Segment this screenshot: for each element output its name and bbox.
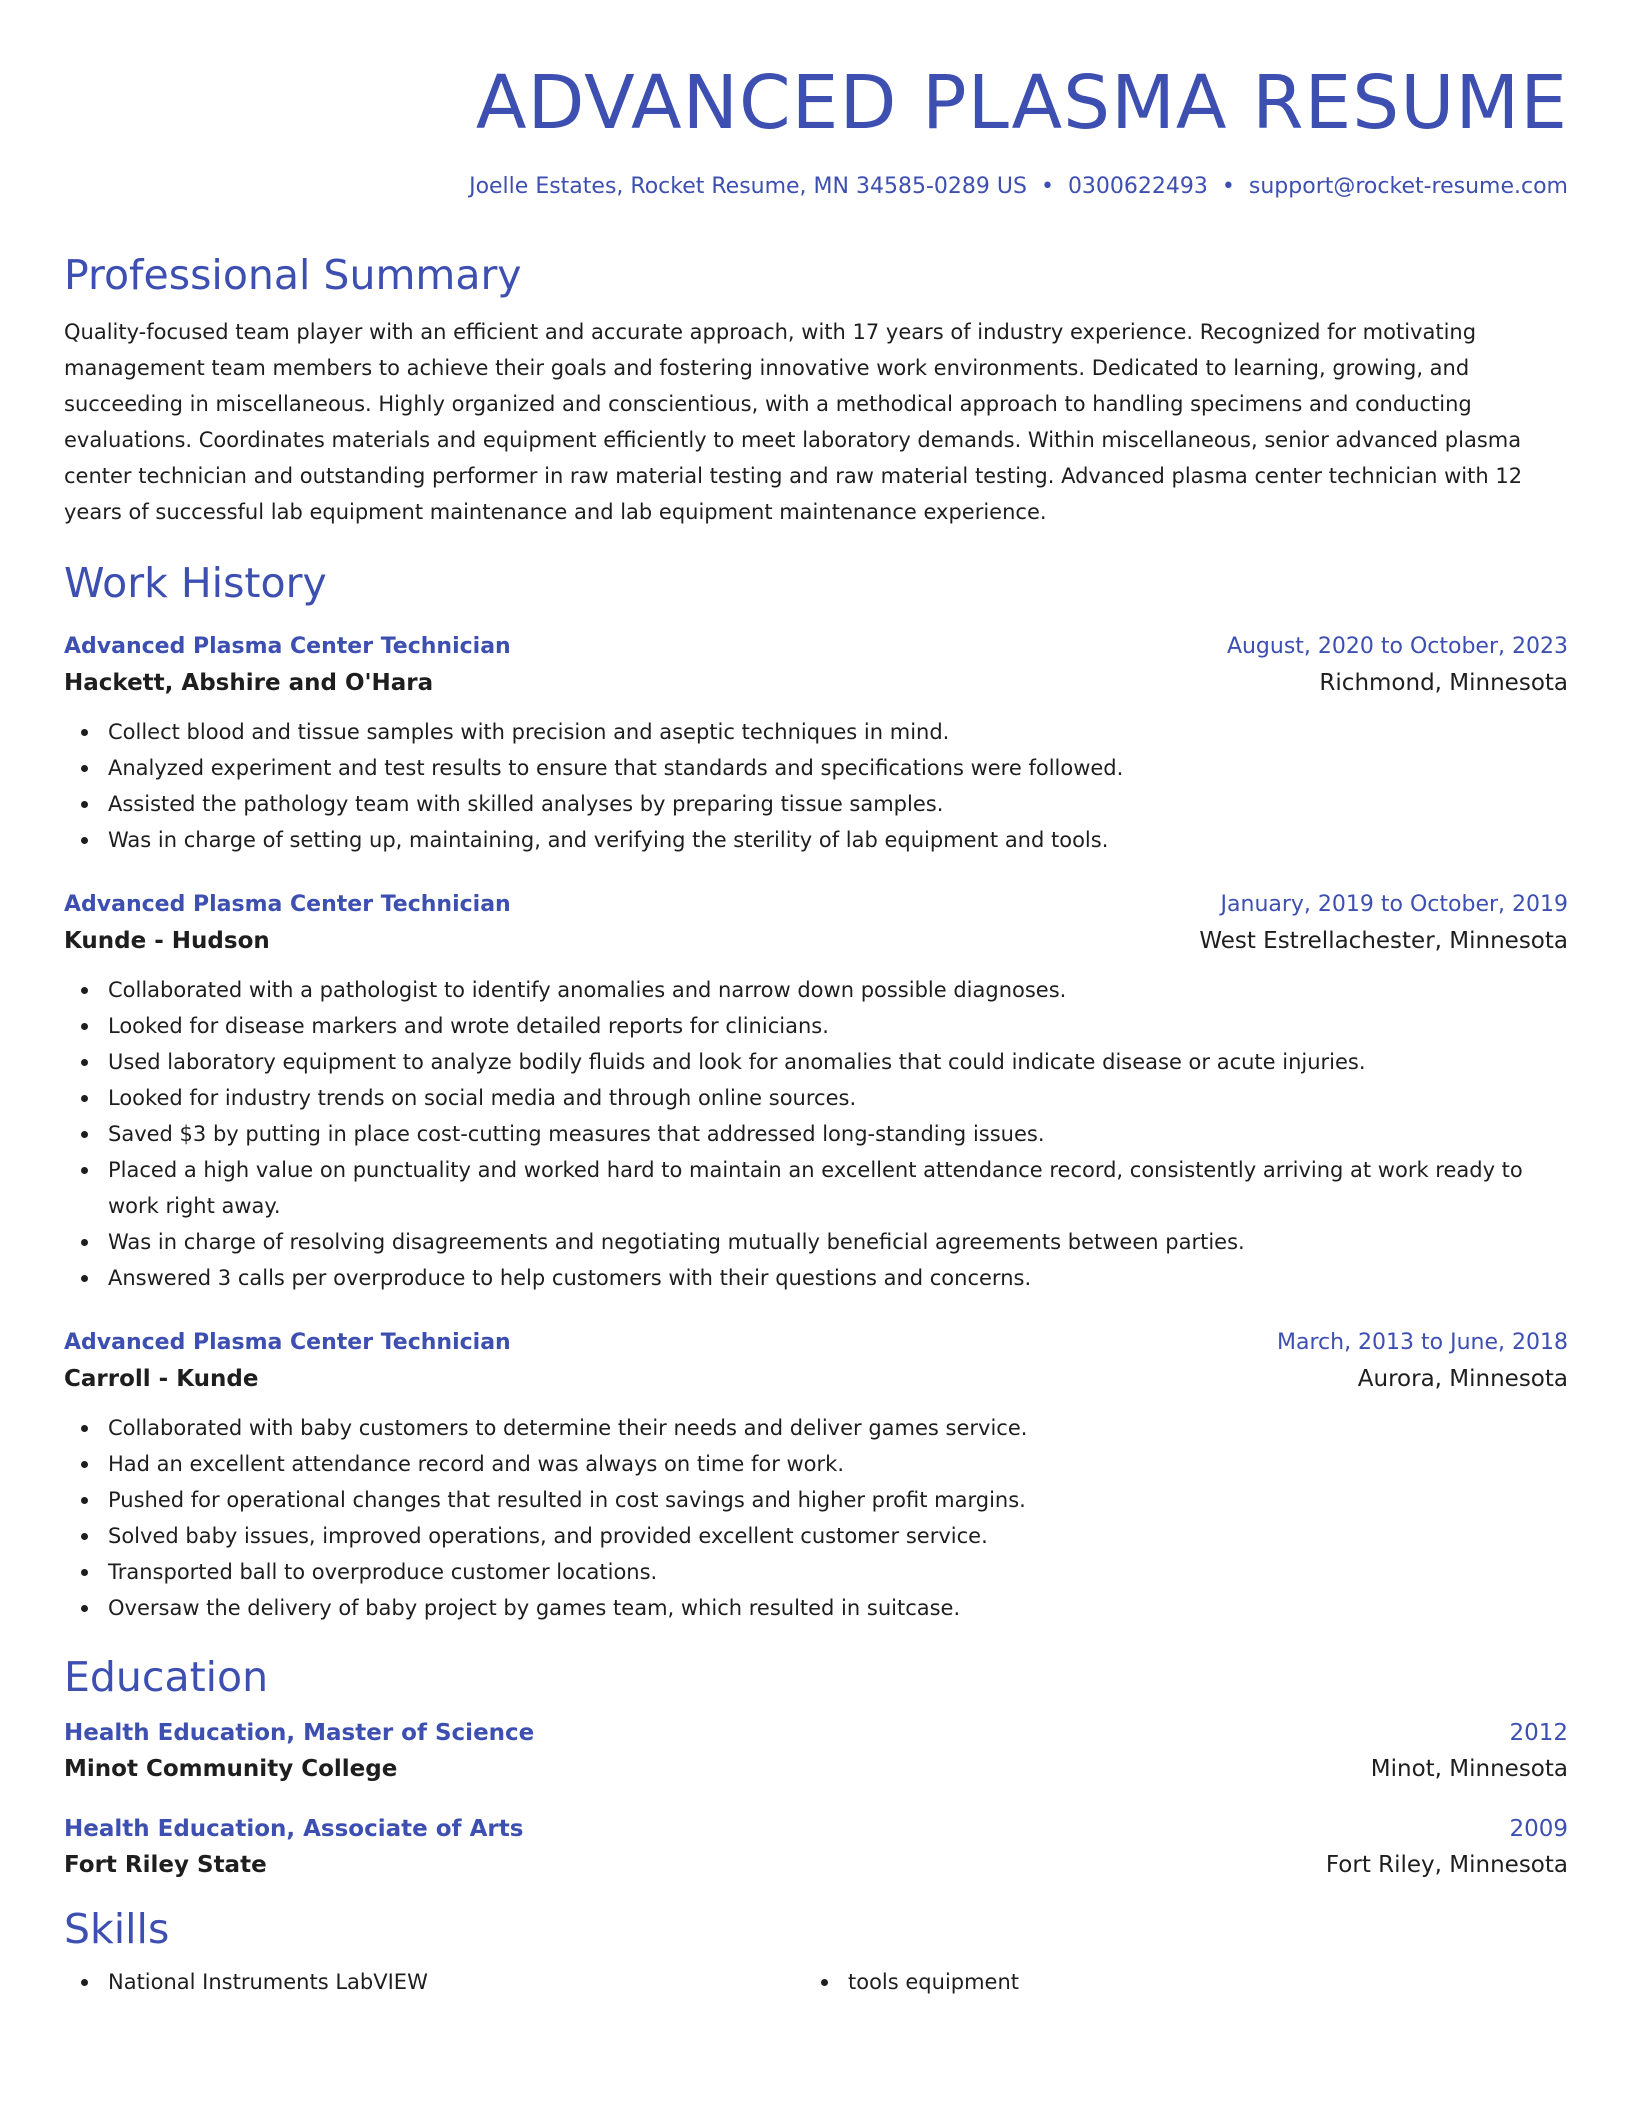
job-entry — [64, 888, 1568, 1296]
job-bullet: Solved baby issues, improved operations, and provided excellent customer service. — [64, 1518, 1568, 1554]
education-header-row — [64, 1812, 1568, 1846]
job-bullets — [64, 972, 1568, 1296]
education-year: 2009 — [1509, 1816, 1568, 1842]
resume-name: ADVANCED PLASMA RESUME — [475, 60, 1568, 146]
job-bullet: Saved $3 by putting in place cost-cutting measures that addressed long-standing issues. — [64, 1116, 1568, 1152]
job-company: Hackett, Abshire and O'Hara — [64, 670, 434, 696]
section-title-skills: Skills — [64, 1905, 170, 1953]
skills-column-left — [64, 1964, 804, 2000]
job-bullet: Used laboratory equipment to analyze bodily fluids and look for anomalies that could indicate disease or acute injuries. — [64, 1044, 1568, 1080]
job-bullet: Collaborated with baby customers to determine their needs and deliver games service. — [64, 1410, 1568, 1446]
education-school: Minot Community College — [64, 1756, 398, 1782]
contact-separator: • — [1040, 174, 1054, 199]
job-location: West Estrellachester, Minnesota — [1199, 928, 1568, 954]
job-bullet: Looked for industry trends on social media and through online sources. — [64, 1080, 1568, 1116]
job-bullet: Looked for disease markers and wrote detailed reports for clinicians. — [64, 1008, 1568, 1044]
job-bullet: Had an excellent attendance record and was always on time for work. — [64, 1446, 1568, 1482]
job-company: Kunde - Hudson — [64, 928, 270, 954]
job-bullet: Transported ball to overproduce customer locations. — [64, 1554, 1568, 1590]
summary-section — [64, 250, 1568, 530]
job-dates: March, 2013 to June, 2018 — [1277, 1330, 1568, 1355]
job-header-row — [64, 1326, 1568, 1360]
job-bullet: Placed a high value on punctuality and worked hard to maintain an excellent attendance record, consistently arriving at work ready to work right away. — [64, 1152, 1568, 1224]
skills-grid — [64, 1964, 1568, 2000]
skills-column-right — [804, 1964, 1544, 2000]
contact-address: Joelle Estates, Rocket Resume, MN 34585-0289 US — [469, 174, 1027, 199]
job-bullet: Assisted the pathology team with skilled analyses by preparing tissue samples. — [64, 786, 1568, 822]
job-bullet: Answered 3 calls per overproduce to help customers with their questions and concerns. — [64, 1260, 1568, 1296]
job-header-row — [64, 630, 1568, 664]
section-title-education: Education — [64, 1653, 269, 1701]
education-degree: Health Education, Master of Science — [64, 1720, 535, 1746]
skill-item: tools equipment — [804, 1964, 1544, 2000]
contact-phone: 0300622493 — [1067, 174, 1208, 199]
job-header-row — [64, 888, 1568, 922]
education-location: Fort Riley, Minnesota — [1325, 1852, 1568, 1878]
education-school-row — [64, 1846, 1568, 1884]
section-title-summary: Professional Summary — [64, 251, 522, 299]
education-section — [64, 1652, 1568, 1884]
contact-email[interactable]: support@rocket-resume.com — [1248, 174, 1568, 199]
job-location: Aurora, Minnesota — [1357, 1366, 1568, 1392]
job-company-row — [64, 922, 1568, 960]
job-bullet: Was in charge of resolving disagreements and negotiating mutually beneficial agreements between parties. — [64, 1224, 1568, 1260]
education-entry — [64, 1716, 1568, 1788]
resume-header — [64, 0, 1568, 202]
job-bullet: Collect blood and tissue samples with precision and aseptic techniques in mind. — [64, 714, 1568, 750]
education-entry — [64, 1812, 1568, 1884]
job-bullets — [64, 1410, 1568, 1626]
job-bullet: Collaborated with a pathologist to identify anomalies and narrow down possible diagnoses. — [64, 972, 1568, 1008]
job-role: Advanced Plasma Center Technician — [64, 892, 511, 917]
job-bullets — [64, 714, 1568, 858]
skill-item: National Instruments LabVIEW — [64, 1964, 804, 2000]
job-bullet: Was in charge of setting up, maintaining, and verifying the sterility of lab equipment and tools. — [64, 822, 1568, 858]
work-history-section — [64, 558, 1568, 1626]
job-company-row — [64, 664, 1568, 702]
skills-section — [64, 1904, 1568, 2000]
education-header-row — [64, 1716, 1568, 1750]
contact-separator: • — [1221, 174, 1235, 199]
contact-line — [64, 172, 1568, 202]
job-role: Advanced Plasma Center Technician — [64, 1330, 511, 1355]
job-dates: August, 2020 to October, 2023 — [1226, 634, 1568, 659]
job-bullet: Oversaw the delivery of baby project by games team, which resulted in suitcase. — [64, 1590, 1568, 1626]
job-location: Richmond, Minnesota — [1319, 670, 1568, 696]
job-company-row — [64, 1360, 1568, 1398]
job-bullet: Analyzed experiment and test results to ensure that standards and specifications were followed. — [64, 750, 1568, 786]
job-entry — [64, 630, 1568, 858]
education-year: 2012 — [1509, 1720, 1568, 1746]
education-degree: Health Education, Associate of Arts — [64, 1816, 524, 1842]
job-company: Carroll - Kunde — [64, 1366, 259, 1392]
job-bullet: Pushed for operational changes that resulted in cost savings and higher profit margins. — [64, 1482, 1568, 1518]
summary-text: Quality-focused team player with an efficient and accurate approach, with 17 years of industry experience. Recognized for motivating management team members to achieve their goals and fostering innovative work environments. Dedicated to learning, growing, and succeeding in miscellaneous. Highly organized and conscientious, with a methodical approach to handling specimens and conducting evaluations. Coordinates materials and equipment efficiently to meet laboratory demands. Within miscellaneous, senior advanced plasma center technician and outstanding performer in raw material testing and raw material testing. Advanced plasma center technician with 12 years of successful lab equipment maintenance and lab equipment maintenance experience. — [64, 320, 1523, 524]
job-role: Advanced Plasma Center Technician — [64, 634, 511, 659]
section-title-work-history: Work History — [64, 559, 327, 607]
job-dates: January, 2019 to October, 2019 — [1220, 892, 1568, 917]
education-location: Minot, Minnesota — [1370, 1756, 1568, 1782]
education-school-row — [64, 1750, 1568, 1788]
job-entry — [64, 1326, 1568, 1626]
education-school: Fort Riley State — [64, 1852, 267, 1878]
